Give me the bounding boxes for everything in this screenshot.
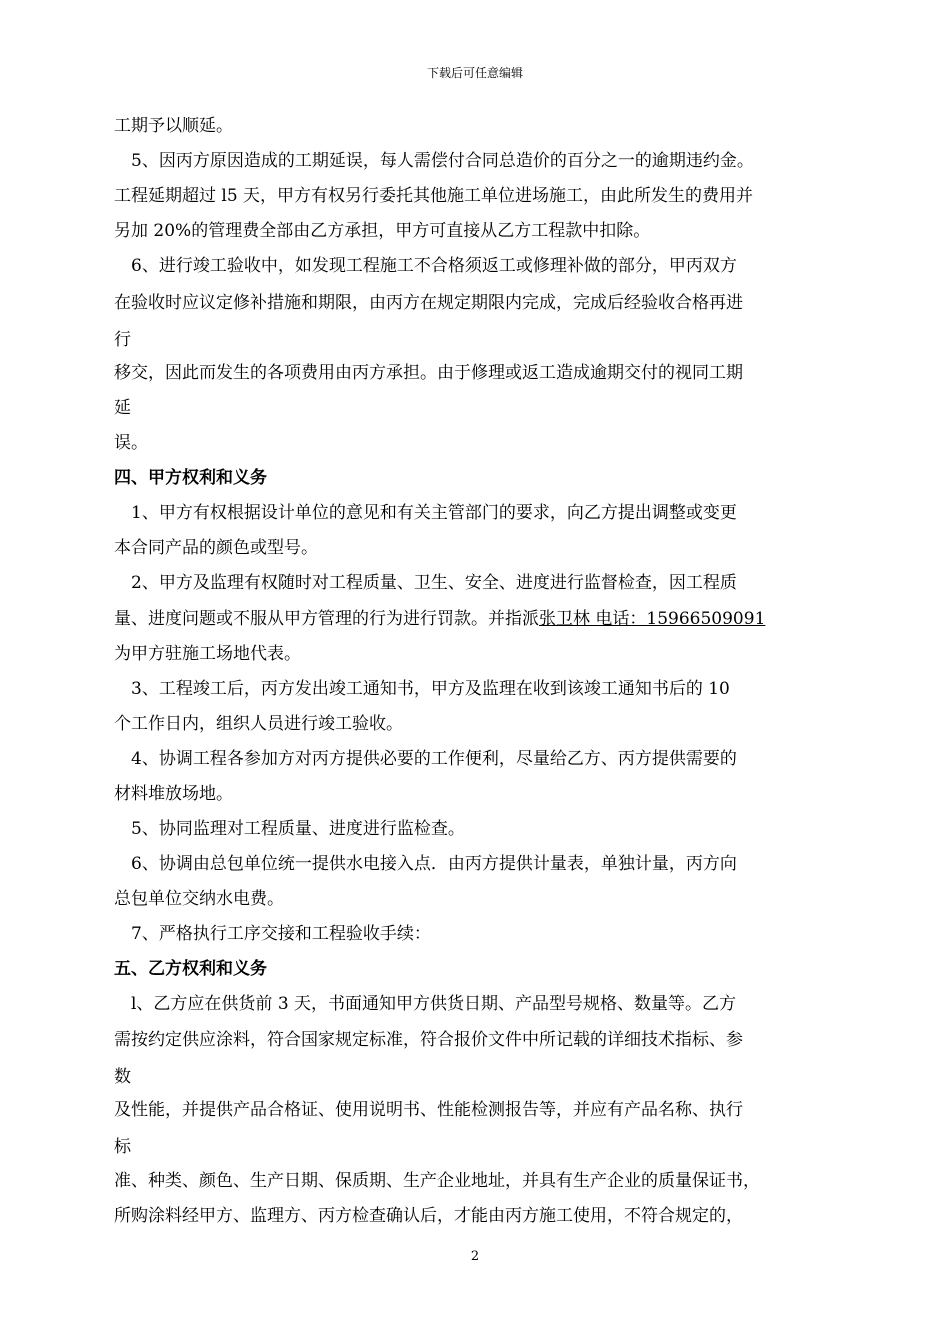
representative-contact: 张卫林 电话：15966509091 bbox=[539, 609, 766, 629]
text-line: 及性能，并提供产品合格证、使用说明书、性能检测报告等，并应有产品名称、执行 bbox=[114, 1100, 743, 1120]
text-line: 材料堆放场地。 bbox=[114, 784, 233, 804]
text-line: 6、协调由总包单位统一提供水电接入点．由丙方提供计量表，单独计量，丙方向 bbox=[131, 854, 737, 874]
text-line: 6、进行竣工验收中，如发现工程施工不合格须返工或修理补做的部分，甲丙双方 bbox=[131, 256, 737, 276]
text-line: 所购涂料经甲方、监理方、丙方检查确认后，才能由丙方施工使用，不符合规定的， bbox=[114, 1206, 743, 1226]
text-line: 总包单位交纳水电费。 bbox=[114, 889, 284, 909]
text-line: 需按约定供应涂料，符合国家规定标准，符合报价文件中所记载的详细技术指标、参 bbox=[114, 1030, 743, 1050]
text-line: 本合同产品的颜色或型号。 bbox=[114, 538, 318, 558]
text-line: 为甲方驻施工场地代表。 bbox=[114, 644, 301, 664]
text-line: l、乙方应在供货前 3 天，书面通知甲方供货日期、产品型号规格、数量等。乙方 bbox=[131, 994, 737, 1014]
text-line: 工程延期超过 l5 天，甲方有权另行委托其他施工单位进场施工，由此所发生的费用并 bbox=[114, 186, 754, 206]
text-segment: 量、进度问题或不服从甲方管理的行为进行罚款。并指派 bbox=[114, 609, 539, 629]
text-line: 5、因丙方原因造成的工期延误，每人需偿付合同总造价的百分之一的逾期违约金。 bbox=[131, 151, 754, 171]
section-heading: 五、乙方权利和义务 bbox=[114, 959, 267, 979]
text-line: 7、严格执行工序交接和工程验收手续： bbox=[131, 924, 431, 944]
text-line: 准、种类、颜色、生产日期、保质期、生产企业地址，并具有生产企业的质量保证书， bbox=[114, 1171, 760, 1191]
text-line: 1、甲方有权根据设计单位的意见和有关主管部门的要求，向乙方提出调整或变更 bbox=[131, 503, 737, 523]
text-line: 2、甲方及监理有权随时对工程质量、卫生、安全、进度进行监督检查，因工程质 bbox=[131, 573, 737, 593]
text-line: 误。 bbox=[114, 433, 148, 453]
text-line: 4、协调工程各参加方对丙方提供必要的工作便利，尽量给乙方、丙方提供需要的 bbox=[131, 749, 737, 769]
text-line: 行 bbox=[114, 330, 131, 350]
text-line: 另加 20%的管理费全部由乙方承担，甲方可直接从乙方工程款中扣除。 bbox=[114, 221, 651, 241]
text-line: 标 bbox=[114, 1137, 131, 1157]
text-line: 3、工程竣工后，丙方发出竣工通知书，甲方及监理在收到该竣工通知书后的 10 bbox=[131, 679, 730, 699]
text-line: 数 bbox=[114, 1067, 131, 1087]
text-line: 在验收时应议定修补措施和期限，由丙方在规定期限内完成，完成后经验收合格再进 bbox=[114, 293, 743, 313]
page-header: 下载后可任意编辑 bbox=[426, 66, 523, 80]
page-number: 2 bbox=[470, 1249, 480, 1264]
section-heading: 四、甲方权利和义务 bbox=[114, 468, 267, 488]
text-line bbox=[114, 609, 765, 629]
text-line: 5、协同监理对工程质量、进度进行监检查。 bbox=[131, 819, 465, 839]
text-line: 工期予以顺延。 bbox=[114, 116, 233, 136]
text-line: 延 bbox=[114, 398, 131, 418]
text-line: 移交，因此而发生的各项费用由丙方承担。由于修理或返工造成逾期交付的视同工期 bbox=[114, 363, 743, 383]
text-line: 个工作日内，组织人员进行竣工验收。 bbox=[114, 714, 403, 734]
